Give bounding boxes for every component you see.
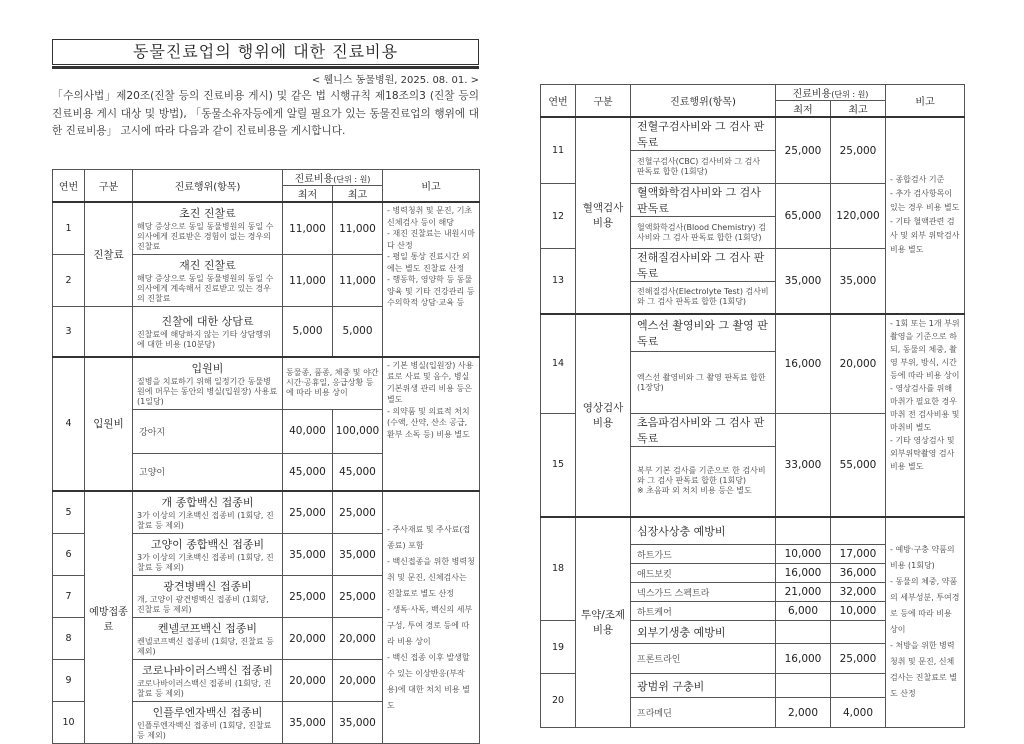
item-cell: 입원비 질병을 치료하기 위해 일정기간 동물병원에 머무는 동안의 병실(입원장) 사용료 (1일당): [133, 357, 283, 410]
row-no: 14: [541, 314, 576, 414]
row-no: 13: [541, 249, 576, 314]
col-min: 최저: [283, 186, 333, 203]
item-desc: 전해질검사(Electrolyte Test) 검사비와 그 검사 판독료 합한 (1회당): [631, 282, 776, 314]
col-note: 비고: [383, 170, 480, 203]
min-cost: 25,000: [776, 117, 831, 184]
note-cell: - 병력청취 및 문진, 기초신체검사 등이 해당 - 재진 진찰료는 내원시마다 산정 - 평일 통상 진료시간 외에는 별도 진찰료 산정 - 행동학, 영양학 등 동물 양육 및 기타 건강관리 등 수의학적 상담·교육 등: [383, 202, 480, 357]
col-no: 연번: [541, 85, 576, 118]
row-no: 1: [53, 202, 85, 255]
min-cost: 16,000: [776, 644, 831, 674]
max-cost: 35,000: [333, 534, 383, 576]
min-cost: 35,000: [776, 249, 831, 314]
category-label: 투약/조제 비용: [576, 517, 631, 728]
min-cost: 20,000: [283, 660, 333, 702]
max-cost: 4,000: [831, 698, 886, 728]
item-cell: 재진 진찰료 해당 증상으로 동일 동물병원의 동일 수의사에게 계속해서 진료받고 있는 경우의 진찰료: [133, 255, 283, 307]
item-label: 프론트라인: [631, 644, 776, 674]
item-label: 하트케어: [631, 602, 776, 621]
row-no: 7: [53, 576, 85, 618]
item-cell: 고양이 종합백신 접종비 3가 이상의 기초백신 접종비 (1회당, 진찰료 등 제외): [133, 534, 283, 576]
item-title: 전혈구검사비와 그 검사 판독료: [631, 117, 776, 151]
min-cost: 16,000: [776, 564, 831, 583]
item-cell: 켄넬코프백신 접종비 켄넬코프백신 접종비 (1회당, 진찰료 등 제외): [133, 618, 283, 660]
max-cost: 20,000: [333, 618, 383, 660]
item-desc: 혈액화학검사(Blood Chemistry) 검사비와 그 검사 판독료 합한 (1회당): [631, 217, 776, 249]
max-cost: 25,000: [831, 644, 886, 674]
category-label: 입원비: [85, 357, 133, 492]
item-desc: 엑스선 촬영비와 그 촬영 판독료 합한 (1장당): [631, 352, 776, 414]
row-no: 10: [53, 702, 85, 744]
min-cost: 6,000: [776, 602, 831, 621]
max-cost: 55,000: [831, 414, 886, 517]
min-cost: 65,000: [776, 184, 831, 249]
max-cost: 11,000: [333, 255, 383, 307]
min-cost: 25,000: [283, 491, 333, 534]
max-cost: 25,000: [333, 491, 383, 534]
range-note: 동물종, 품종, 체중 및 야간시간·공휴일, 응급상황 등에 따라 비용 상이: [283, 357, 383, 410]
fee-table-right: [540, 84, 965, 728]
max-cost: 20,000: [333, 660, 383, 702]
min-cost: 2,000: [776, 698, 831, 728]
max-cost: 35,000: [333, 702, 383, 744]
max-cost: 32,000: [831, 583, 886, 602]
min-cost: 35,000: [283, 534, 333, 576]
item-label: 넥스가드 스펙트라: [631, 583, 776, 602]
max-cost: 20,000: [831, 314, 886, 414]
item-title: 광범위 구충비: [631, 674, 776, 698]
item-label: 하트가드: [631, 545, 776, 564]
max-cost: 25,000: [333, 576, 383, 618]
item-cell: 개 종합백신 접종비 3가 이상의 기초백신 접종비 (1회당, 진찰료 등 제외): [133, 491, 283, 534]
note-cell: - 기본 병실(입원장) 사용료로 사료 및 음수, 병실 기본위생 관리 비용 등은 별도 - 의약품 및 의료적 처치(수액, 산약, 산소 공급, 환부 소독 등) 비용 별도: [383, 357, 480, 492]
min-cost: 33,000: [776, 414, 831, 517]
col-max: 최고: [333, 186, 383, 203]
min-cost: 21,000: [776, 583, 831, 602]
note-cell: - 1회 또는 1개 부위 촬영을 기준으로 하되, 동물의 체중, 촬영 부위, 방식, 시간 등에 따라 비용 상이 - 영상검사를 위해 마취가 필요한 경우 마취 전 검사비용 및 마취비 별도 - 기타 영상검사 및 외부위탁촬영 검사 비용 별도: [886, 314, 965, 517]
row-no: 9: [53, 660, 85, 702]
max-cost: 45,000: [333, 453, 383, 491]
min-cost: 11,000: [283, 202, 333, 255]
category-label: 혈액검사 비용: [576, 117, 631, 314]
empty-cell: [776, 674, 831, 698]
col-category: 구분: [85, 170, 133, 203]
min-cost: 25,000: [283, 576, 333, 618]
min-cost: 20,000: [283, 618, 333, 660]
table-row: [53, 491, 480, 534]
table-row: [541, 117, 965, 151]
item-cell: 인플루엔자백신 접종비 인플루엔자백신 접종비 (1회당, 진찰료 등 제외): [133, 702, 283, 744]
min-cost: 11,000: [283, 255, 333, 307]
col-category: 구분: [576, 85, 631, 118]
max-cost: 11,000: [333, 202, 383, 255]
note-cell: - 종합검사 기준 - 추가 검사항목이 있는 경우 비용 별도 - 기타 혈액관련 검사 및 외부 위탁검사 비용 별도: [886, 117, 965, 314]
fee-table-left: [52, 169, 480, 744]
sub-label: 강아지: [133, 409, 283, 453]
category-empty: [85, 307, 133, 357]
min-cost: 40,000: [283, 409, 333, 453]
min-cost: 45,000: [283, 453, 333, 491]
row-no: 19: [541, 621, 576, 674]
max-cost: 36,000: [831, 564, 886, 583]
col-min: 최저: [776, 101, 831, 118]
item-cell: 진찰에 대한 상담료 진찰료에 해당하지 않는 기타 상담행위에 대한 비용 (10분당): [133, 307, 283, 357]
row-no: 15: [541, 414, 576, 517]
min-cost: 35,000: [283, 702, 333, 744]
col-max: 최고: [831, 101, 886, 118]
item-title: 혈액화학검사비와 그 검사 판독료: [631, 184, 776, 217]
col-no: 연번: [53, 170, 85, 203]
table-row: [53, 357, 480, 410]
intro-paragraph: 「수의사법」제20조(진찰 등의 진료비용 게시) 및 같은 법 시행규칙 제18조의3 (진찰 등의 진료비용 게시 대상 및 방법), 「동물소유자등에게 알릴 필요가 있는 동물진료업의 행위에 대한 진료비용」 고시에 따라 다음과 같이 진료비용을 게시합니다.: [52, 90, 479, 137]
item-desc: 전혈구검사(CBC) 검사비와 그 검사 판독료 합한 (1회당): [631, 151, 776, 184]
document-title: 동물진료업의 행위에 대한 진료비용: [52, 39, 479, 65]
row-no: 8: [53, 618, 85, 660]
min-cost: 10,000: [776, 545, 831, 564]
row-no: 6: [53, 534, 85, 576]
item-cell: 초진 진찰료 해당 증상으로 동일 동물병원의 동일 수의사에게 진료받은 경험이 없는 경우의 진찰료: [133, 202, 283, 255]
min-cost: 5,000: [283, 307, 333, 357]
row-no: 4: [53, 357, 85, 492]
item-cell: 코로나바이러스백신 접종비 코로나바이러스백신 접종비 (1회당, 진찰료 등 제외): [133, 660, 283, 702]
empty-cell: [776, 621, 831, 644]
row-no: 2: [53, 255, 85, 307]
col-cost: 진료비용(단위 : 원): [776, 85, 886, 101]
empty-cell: [776, 517, 831, 545]
max-cost: 120,000: [831, 184, 886, 249]
table-row: [541, 314, 965, 352]
category-label: 진찰료: [85, 202, 133, 307]
max-cost: 25,000: [831, 117, 886, 184]
byline: < 웰니스 동물병원, 2025. 08. 01. >: [311, 75, 479, 86]
item-label: 프라메딘: [631, 698, 776, 728]
note-cell: - 주사재료 및 주사료(접종료) 포함 - 백신접종을 위한 병력청취 및 문진, 신체검사는 진찰료로 별도 산정 - 생독·사독, 백신의 세부 구성, 투여 경로 등에 따라 비용 상이 - 백신 접종 이후 발생할 수 있는 이상반응(부작용)에 대한 처치 비용 별도: [383, 491, 480, 744]
min-cost: 16,000: [776, 314, 831, 414]
category-label: 예방접종료: [85, 491, 133, 744]
max-cost: 35,000: [831, 249, 886, 314]
empty-cell: [831, 674, 886, 698]
title-underline: [52, 66, 479, 69]
col-cost: 진료비용(단위 : 원): [283, 170, 383, 186]
max-cost: 17,000: [831, 545, 886, 564]
category-label: 영상검사 비용: [576, 314, 631, 517]
item-title: 엑스선 촬영비와 그 촬영 판독료: [631, 314, 776, 352]
sub-label: 고양이: [133, 453, 283, 491]
empty-cell: [831, 517, 886, 545]
col-item: 진료행위(항목): [631, 85, 776, 118]
row-no: 20: [541, 674, 576, 728]
row-no: 5: [53, 491, 85, 534]
row-no: 11: [541, 117, 576, 184]
item-title: 전해질검사비와 그 검사 판독료: [631, 249, 776, 282]
item-label: 애드보킷: [631, 564, 776, 583]
item-cell: 광견병백신 접종비 개, 고양이 광견병백신 접종비 (1회당, 진찰료 등 제외): [133, 576, 283, 618]
table-row: [541, 517, 965, 545]
note-cell: - 예방·구충 약품의 비용 (1회당) - 동물의 체중, 약품의 세부성분, 투여경로 등에 따라 비용 상이 - 처방을 위한 병력청취 및 문진, 신체검사는 진찰료로 별도 산정: [886, 517, 965, 728]
max-cost: 5,000: [333, 307, 383, 357]
empty-cell: [831, 621, 886, 644]
row-no: 3: [53, 307, 85, 357]
max-cost: 100,000: [333, 409, 383, 453]
item-title: 외부기생충 예방비: [631, 621, 776, 644]
item-title: 초음파검사비와 그 검사 판독료: [631, 414, 776, 447]
item-title: 심장사상충 예방비: [631, 517, 776, 545]
row-no: 18: [541, 517, 576, 621]
col-note: 비고: [886, 85, 965, 118]
table-row: [53, 202, 480, 255]
item-desc: 복부 기본 검사를 기준으로 한 검사비와 그 검사 판독료 합한 (1회당) ※ 초음파 외 처치 비용 등은 별도: [631, 447, 776, 517]
col-item: 진료행위(항목): [133, 170, 283, 203]
row-no: 12: [541, 184, 576, 249]
max-cost: 10,000: [831, 602, 886, 621]
